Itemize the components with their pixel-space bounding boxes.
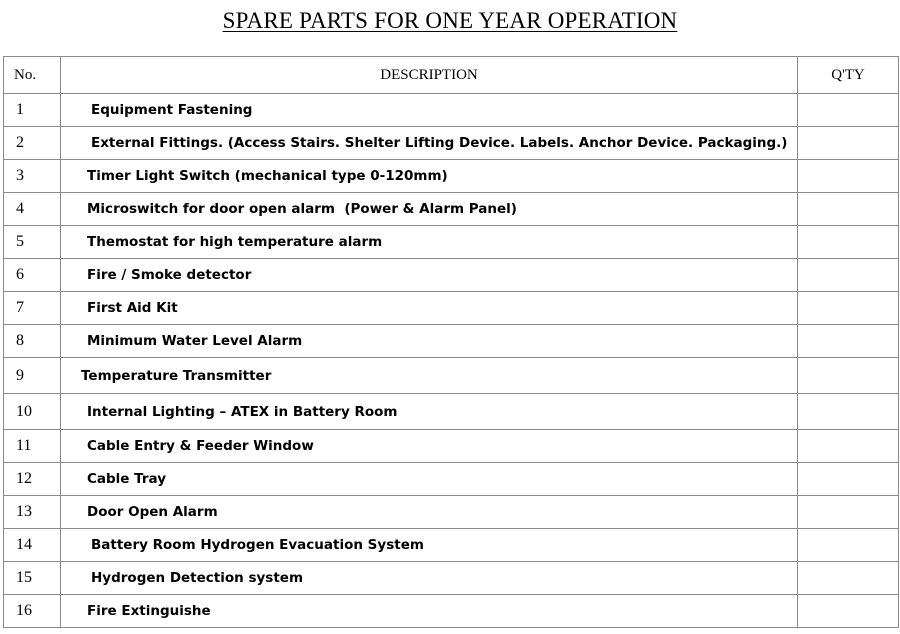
header-description: DESCRIPTION (61, 57, 798, 94)
row-number: 12 (4, 463, 61, 496)
row-number: 2 (4, 127, 61, 160)
row-qty (798, 430, 899, 463)
row-number: 10 (4, 394, 61, 430)
row-description: Fire Extinguishe (61, 595, 798, 628)
row-description: Battery Room Hydrogen Evacuation System (61, 529, 798, 562)
table-row (4, 529, 899, 562)
row-number: 6 (4, 259, 61, 292)
row-number: 11 (4, 430, 61, 463)
row-number: 5 (4, 226, 61, 259)
row-number: 14 (4, 529, 61, 562)
row-qty (798, 358, 899, 394)
row-description: First Aid Kit (61, 292, 798, 325)
row-number: 7 (4, 292, 61, 325)
table-row (4, 259, 899, 292)
row-qty (798, 259, 899, 292)
table-row (4, 127, 899, 160)
row-qty (798, 292, 899, 325)
row-qty (798, 496, 899, 529)
table-row (4, 292, 899, 325)
row-number: 4 (4, 193, 61, 226)
row-qty (798, 127, 899, 160)
row-number: 1 (4, 94, 61, 127)
row-qty (798, 94, 899, 127)
row-number: 13 (4, 496, 61, 529)
row-description: Cable Tray (61, 463, 798, 496)
row-description: Temperature Transmitter (61, 358, 798, 394)
row-description: Equipment Fastening (61, 94, 798, 127)
table-row (4, 325, 899, 358)
page-title-text: SPARE PARTS FOR ONE YEAR OPERATION (222, 8, 678, 33)
row-description: Door Open Alarm (61, 496, 798, 529)
row-description: Internal Lighting – ATEX in Battery Room (61, 394, 798, 430)
spare-parts-table (3, 56, 899, 628)
row-description: Minimum Water Level Alarm (61, 325, 798, 358)
table-row (4, 394, 899, 430)
table-row (4, 463, 899, 496)
table-header-row (4, 57, 899, 94)
row-description: Timer Light Switch (mechanical type 0-120mm) (61, 160, 798, 193)
row-qty (798, 595, 899, 628)
table-row (4, 595, 899, 628)
header-qty: Q'TY (798, 57, 899, 94)
table-row (4, 430, 899, 463)
row-number: 9 (4, 358, 61, 394)
row-qty (798, 394, 899, 430)
row-number: 8 (4, 325, 61, 358)
row-number: 3 (4, 160, 61, 193)
row-qty (798, 529, 899, 562)
row-description: Themostat for high temperature alarm (61, 226, 798, 259)
row-qty (798, 226, 899, 259)
row-description: Cable Entry & Feeder Window (61, 430, 798, 463)
table-row (4, 496, 899, 529)
page-title (0, 8, 900, 34)
row-description: External Fittings. (Access Stairs. Shelter Lifting Device. Labels. Anchor Device. Packaging.) (61, 127, 798, 160)
row-qty (798, 193, 899, 226)
row-qty (798, 562, 899, 595)
table-row (4, 160, 899, 193)
header-no: No. (4, 57, 61, 94)
row-description: Fire / Smoke detector (61, 259, 798, 292)
table-row (4, 94, 899, 127)
row-number: 15 (4, 562, 61, 595)
row-description: Hydrogen Detection system (61, 562, 798, 595)
row-qty (798, 160, 899, 193)
table-row (4, 562, 899, 595)
row-number: 16 (4, 595, 61, 628)
table-row (4, 226, 899, 259)
table-row (4, 193, 899, 226)
table-row (4, 358, 899, 394)
row-description: Microswitch for door open alarm (Power & Alarm Panel) (61, 193, 798, 226)
row-qty (798, 325, 899, 358)
row-qty (798, 463, 899, 496)
